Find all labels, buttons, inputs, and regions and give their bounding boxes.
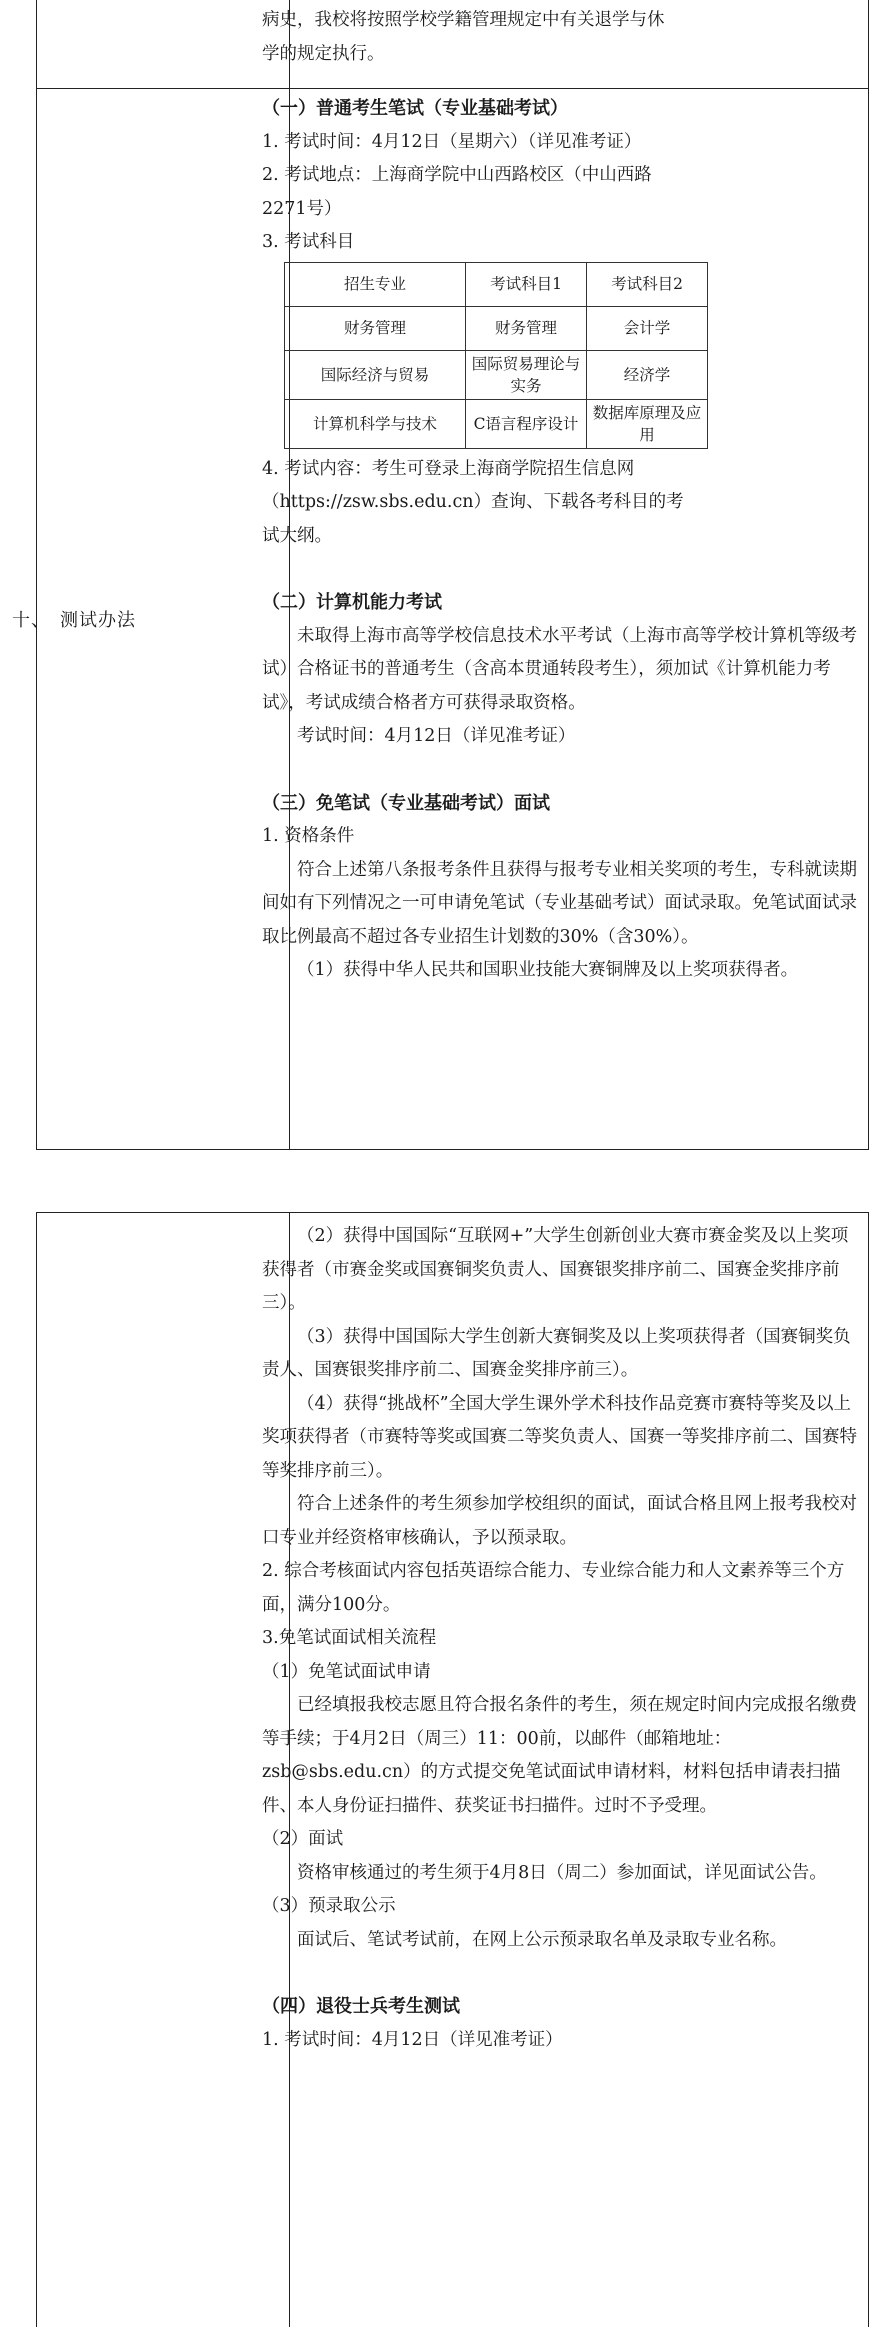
exam-time-line: 1. 考试时间：4月12日（星期六）（详见准考证）: [262, 131, 642, 152]
table-cell: 国际经济与贸易: [285, 350, 466, 399]
exam-subjects-line: 3. 考试科目: [262, 232, 355, 252]
table-cell: 计算机科学与技术: [285, 399, 466, 448]
text-line: 学的规定执行。: [262, 43, 385, 64]
exam-location-line: 2. 考试地点：上海商学院中山西路校区（中山西路: [262, 165, 652, 185]
continued-content: [262, 1220, 863, 2057]
page-2: [0, 1200, 875, 2327]
qualification-paragraph: 符合上述第八条报考条件且获得与报考专业相关奖项的考生，专科就读期间如有下列情况之一可申请免笔试（专业基础考试）面试录取。免笔试面试录取比例最高不超过各专业招生计划数的30%（含30%）。: [262, 859, 857, 947]
interview-paragraph: 资格审核通过的考生须于4月8日（周二）参加面试，详见面试公告。: [297, 1862, 827, 1883]
table-row: [285, 306, 708, 350]
table-cell: 会计学: [587, 306, 708, 350]
publicity-paragraph: 面试后、笔试考试前，在网上公示预录取名单及录取专业名称。: [297, 1929, 787, 1950]
table-cell: 数据库原理及应用: [587, 399, 708, 448]
exam-content-line-end: 试大纲。: [262, 525, 332, 546]
interview-subheading: （2）面试: [262, 1829, 344, 1849]
veteran-exam-time: 1. 考试时间：4月12日（详见准考证）: [262, 2029, 563, 2050]
exam-content-url-line: （https://zsw.sbs.edu.cn）查询、下载各考科目的考: [262, 492, 684, 512]
row-label-test-method: 十、 测试办法: [12, 610, 136, 631]
table-row: [285, 350, 708, 399]
section-heading-veteran-test: （四）退役士兵考生测试: [262, 1996, 460, 2017]
table-header-cell: 考试科目2: [587, 262, 708, 306]
table-cell: 国际贸易理论与实务: [466, 350, 587, 399]
section-heading-written-exam: （一）普通考生笔试（专业基础考试）: [262, 98, 568, 119]
application-subheading: （1）免笔试面试申请: [262, 1661, 431, 1682]
exam-subjects-table: [284, 262, 708, 449]
qualification-item-2: （2）获得中国国际“互联网+”大学生创新创业大赛市赛金奖及以上奖项获得者（市赛金奖或国赛铜奖负责人、国赛银奖排序前二、国赛金奖排序前三）。: [262, 1226, 849, 1313]
interview-requirement-paragraph: 符合上述条件的考生须参加学校组织的面试，面试合格且网上报考我校对口专业并经资格审核确认，予以预录取。: [262, 1494, 857, 1548]
publicity-subheading: （3）预录取公示: [262, 1896, 396, 1916]
top-cell-text: [262, 4, 863, 71]
section-heading-computer-test: （二）计算机能力考试: [262, 592, 442, 613]
table-header-row: [285, 262, 708, 306]
text-line: 病史，我校将按照学校学籍管理规定中有关退学与休: [262, 10, 665, 30]
qualification-item-4: （4）获得“挑战杯”全国大学生课外学术科技作品竞赛市赛特等奖及以上奖项获得者（市赛特等奖或国赛二等奖负责人、国赛一等奖排序前二、国赛特等奖排序前三）。: [262, 1393, 857, 1481]
page-1: [0, 0, 875, 1150]
computer-test-paragraph: 未取得上海市高等学校信息技术水平考试（上海市高等学校计算机等级考试）合格证书的普通考生（含高本贯通转段考生），须加试《计算机能力考试》，考试成绩合格者方可获得录取资格。: [262, 625, 857, 713]
interview-content-point: 2. 综合考核面试内容包括英语综合能力、专业综合能力和人文素养等三个方面，满分100分。: [262, 1561, 845, 1615]
table-cell: 财务管理: [466, 306, 587, 350]
table-cell: 财务管理: [285, 306, 466, 350]
row-divider: [37, 88, 868, 89]
table-cell: C语言程序设计: [466, 399, 587, 448]
process-heading: 3.免笔试面试相关流程: [262, 1628, 437, 1648]
spacer: [262, 754, 863, 787]
spacer: [262, 1957, 863, 1990]
table-header-cell: 考试科目1: [466, 262, 587, 306]
qualification-item-3: （3）获得中国国际大学生创新大赛铜奖及以上奖项获得者（国赛铜奖负责人、国赛银奖排序前二、国赛金奖排序前三）。: [262, 1326, 851, 1380]
table-row: [285, 399, 708, 448]
table-cell: 经济学: [587, 350, 708, 399]
computer-test-time: 考试时间：4月12日（详见准考证）: [297, 726, 576, 746]
test-method-content: [262, 92, 863, 988]
application-paragraph: 已经填报我校志愿且符合报名条件的考生，须在规定时间内完成报名缴费等手续；于4月2日（周三）11：00前，以邮件（邮箱地址：zsb@sbs.edu.cn）的方式提交免笔试面试申请材料，材料包括申请表扫描件、本人身份证扫描件、获奖证书扫描件。过时不予受理。: [262, 1695, 857, 1816]
section-heading-exempt-interview: （三）免笔试（专业基础考试）面试: [262, 792, 550, 814]
qualification-item-1: （1）获得中华人民共和国职业技能大赛铜牌及以上奖项获得者。: [297, 960, 799, 980]
exam-content-line: 4. 考试内容：考生可登录上海商学院招生信息网: [262, 458, 635, 479]
exam-location-line-cont: 2271号）: [262, 198, 342, 219]
qualification-heading: 1. 资格条件: [262, 826, 355, 846]
table-header-cell: 招生专业: [285, 262, 466, 306]
spacer: [262, 553, 863, 586]
